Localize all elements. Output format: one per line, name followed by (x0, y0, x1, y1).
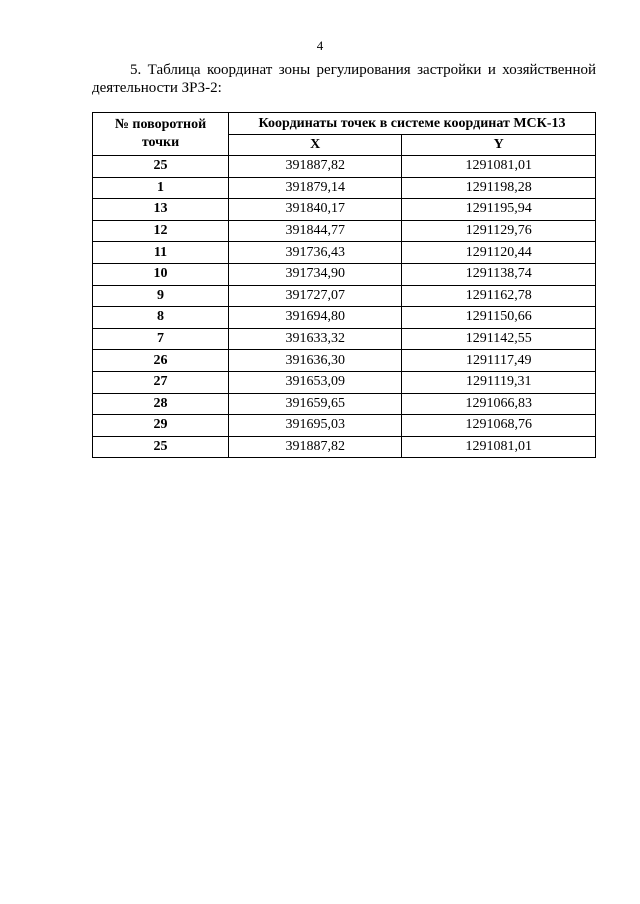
cell-y: 1291081,01 (402, 436, 596, 458)
coordinates-table (92, 112, 596, 458)
cell-point: 9 (93, 285, 229, 307)
header-x: X (229, 135, 402, 156)
header-point-number (93, 113, 229, 156)
cell-y: 1291066,83 (402, 393, 596, 415)
cell-y: 1291138,74 (402, 263, 596, 285)
cell-point: 28 (93, 393, 229, 415)
cell-point: 13 (93, 199, 229, 221)
cell-point: 27 (93, 371, 229, 393)
cell-x: 391659,65 (229, 393, 402, 415)
header-point-line2: точки (141, 135, 180, 150)
cell-y: 1291117,49 (402, 350, 596, 372)
table-row (93, 415, 596, 437)
table-row (93, 242, 596, 264)
table-row (93, 328, 596, 350)
cell-y: 1291068,76 (402, 415, 596, 437)
table-row (93, 156, 596, 178)
cell-point: 1 (93, 177, 229, 199)
table-row (93, 177, 596, 199)
cell-point: 25 (93, 436, 229, 458)
cell-x: 391887,82 (229, 436, 402, 458)
cell-x: 391694,80 (229, 307, 402, 329)
cell-x: 391633,32 (229, 328, 402, 350)
table-row (93, 199, 596, 221)
cell-x: 391734,90 (229, 263, 402, 285)
cell-y: 1291119,31 (402, 371, 596, 393)
cell-point: 11 (93, 242, 229, 264)
cell-point: 25 (93, 156, 229, 178)
cell-x: 391844,77 (229, 220, 402, 242)
cell-point: 7 (93, 328, 229, 350)
table-row (93, 393, 596, 415)
cell-x: 391695,03 (229, 415, 402, 437)
cell-point: 29 (93, 415, 229, 437)
page-number: 4 (316, 38, 324, 53)
cell-point: 12 (93, 220, 229, 242)
table-caption: 5. Таблица координат зоны регулирования застройки и хозяйственной деятельности ЗРЗ-2: (92, 62, 596, 96)
table-row (93, 436, 596, 458)
cell-x: 391636,30 (229, 350, 402, 372)
table-row (93, 307, 596, 329)
cell-point: 10 (93, 263, 229, 285)
cell-point: 8 (93, 307, 229, 329)
cell-x: 391736,43 (229, 242, 402, 264)
cell-x: 391879,14 (229, 177, 402, 199)
header-y: Y (402, 135, 596, 156)
cell-y: 1291081,01 (402, 156, 596, 178)
cell-x: 391887,82 (229, 156, 402, 178)
cell-x: 391727,07 (229, 285, 402, 307)
cell-y: 1291129,76 (402, 220, 596, 242)
cell-x: 391840,17 (229, 199, 402, 221)
cell-y: 1291142,55 (402, 328, 596, 350)
cell-y: 1291150,66 (402, 307, 596, 329)
cell-y: 1291162,78 (402, 285, 596, 307)
cell-y: 1291120,44 (402, 242, 596, 264)
cell-point: 26 (93, 350, 229, 372)
table-row (93, 285, 596, 307)
header-point-line1: № поворотной (114, 117, 207, 132)
cell-y: 1291195,94 (402, 199, 596, 221)
table-row (93, 220, 596, 242)
table-row (93, 263, 596, 285)
table-row (93, 350, 596, 372)
cell-x: 391653,09 (229, 371, 402, 393)
cell-y: 1291198,28 (402, 177, 596, 199)
table-row (93, 371, 596, 393)
header-coordinates: Координаты точек в системе координат МСК-13 (229, 113, 596, 135)
